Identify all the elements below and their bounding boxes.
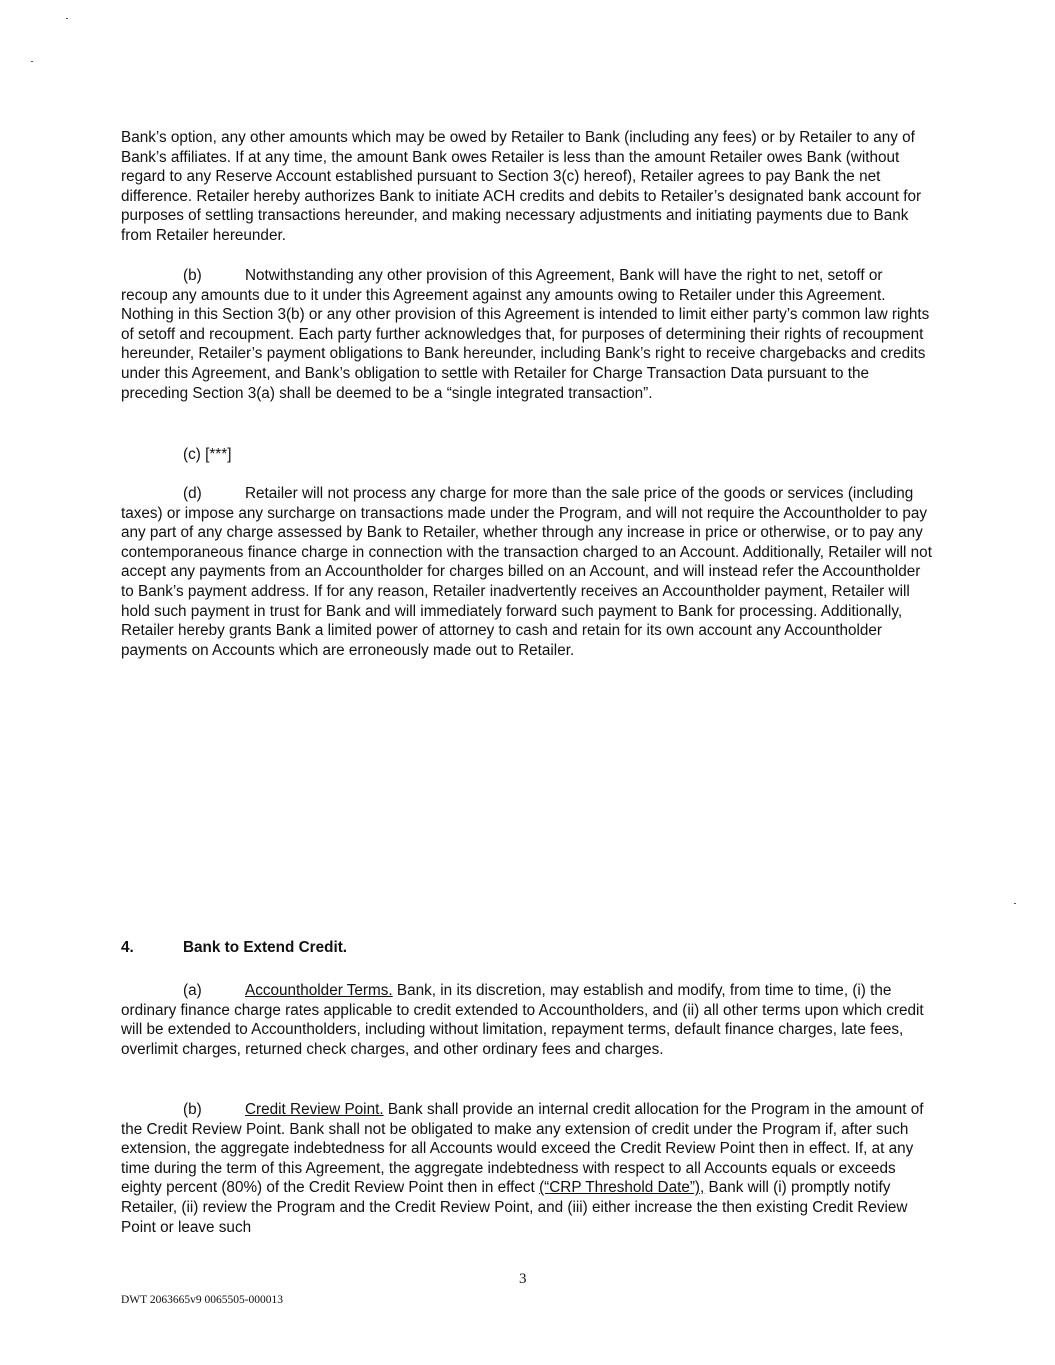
- section-4-heading: [121, 939, 347, 957]
- paragraph-4a: [121, 981, 933, 1059]
- paragraph-4b-text-1: Bank shall provide an internal credit allocation for the Program in the amount of the Credit Review Point. Bank shall not be obligated to make any extension of credit under the Program if, after such extension, the aggregate indebtedness for all Accounts would exceed the Credit Review Point then in effect. If, at any time during the term of this Agreement, the aggregate indebtedness with respect to all Accounts equals or exceeds eighty percent (80%) of the Credit Review Point then in effect: [121, 1101, 924, 1197]
- paragraph-3d-label: (d): [183, 485, 202, 502]
- paragraph-3c: [121, 445, 933, 465]
- paragraph-3b-label: (b): [183, 267, 202, 284]
- paragraph-4b-text-2: Bank will (i) promptly notify Retailer, (ii) review the Program and the Credit Review Point, and (iii) either increase the then existing Credit Review Point or leave such: [121, 1179, 908, 1236]
- paragraph-4b-label: (b): [183, 1101, 202, 1118]
- paragraph-intro: [121, 128, 933, 246]
- paragraph-3d-text: Retailer will not process any charge for more than the sale price of the goods or services (including taxes) or impose any surcharge on transactions made under the Program, and will not require the Accountholder to pay any part of any charge assessed by Bank to Retailer, whether through any increase in price or otherwise, or to pay any contemporaneous finance charge in connection with the transaction charged to an Account. Additionally, Retailer will not accept any payments from an Accountholder for charges billed on an Account, and will instead refer the Accountholder to Bank’s payment address. If for any reason, Retailer inadvertently receives an Accountholder payment, Retailer will hold such payment in trust for Bank and will immediately forward such payment to Bank for processing. Additionally, Retailer hereby grants Bank a limited power of attorney to cash and retain for its own account any Accountholder payments on Accounts which are erroneously made out to Retailer.: [121, 485, 932, 659]
- paragraph-4b: [121, 1100, 933, 1237]
- paragraph-3c-text: [***]: [205, 446, 232, 463]
- paragraph-3b: [121, 266, 933, 403]
- paragraph-4b-heading: Credit Review Point.: [245, 1101, 384, 1118]
- scan-speck: [1014, 903, 1016, 904]
- footer-document-id: DWT 2063665v9 0065505-000013: [121, 1294, 284, 1306]
- paragraph-3c-label: (c): [183, 446, 201, 463]
- scan-speck: [31, 61, 33, 62]
- section-4-title: Bank to Extend Credit.: [183, 939, 348, 956]
- scan-speck: [66, 18, 68, 19]
- paragraph-3b-text: Notwithstanding any other provision of this Agreement, Bank will have the right to net, setoff or recoup any amounts due to it under this Agreement against any amounts owing to Retailer under this Agreement. Nothing in this Section 3(b) or any other provision of this Agreement is intended to limit either party’s common law rights of setoff and recoupment. Each party further acknowledges that, for purposes of determining their rights of recoupment hereunder, Retailer’s payment obligations to Bank hereunder, including Bank’s right to receive chargebacks and credits under this Agreement, and Bank’s obligation to settle with Retailer for Charge Transaction Data pursuant to the preceding Section 3(a) shall be deemed to be a “single integrated transaction”.: [121, 267, 930, 402]
- paragraph-4a-heading: Accountholder Terms.: [245, 982, 393, 999]
- paragraph-4a-text: Bank, in its discretion, may establish and modify, from time to time, (i) the ordinary finance charge rates applicable to credit extended to Accountholders, and (ii) all other terms upon which credit will be extended to Accountholders, including without limitation, repayment terms, default finance charges, late fees, overlimit charges, returned check charges, and other ordinary fees and charges.: [121, 982, 924, 1058]
- paragraph-4a-label: (a): [183, 982, 202, 999]
- page-number: 3: [519, 1271, 527, 1287]
- paragraph-3d: [121, 484, 933, 660]
- crp-threshold-date-term: (“CRP Threshold Date”),: [539, 1179, 705, 1197]
- paragraph-intro-text: Bank’s option, any other amounts which may be owed by Retailer to Bank (including any fees) or by Retailer to any of Bank’s affiliates. If at any time, the amount Bank owes Retailer is less than the amount Retailer owes Bank (without regard to any Reserve Account established pursuant to Section 3(c) hereof), Retailer agrees to pay Bank the net difference. Retailer hereby authorizes Bank to initiate ACH credits and debits to Retailer’s designated bank account for purposes of settling transactions hereunder, and making necessary adjustments and initiating payments due to Bank from Retailer hereunder.: [121, 129, 922, 244]
- section-4-number: 4.: [121, 939, 134, 956]
